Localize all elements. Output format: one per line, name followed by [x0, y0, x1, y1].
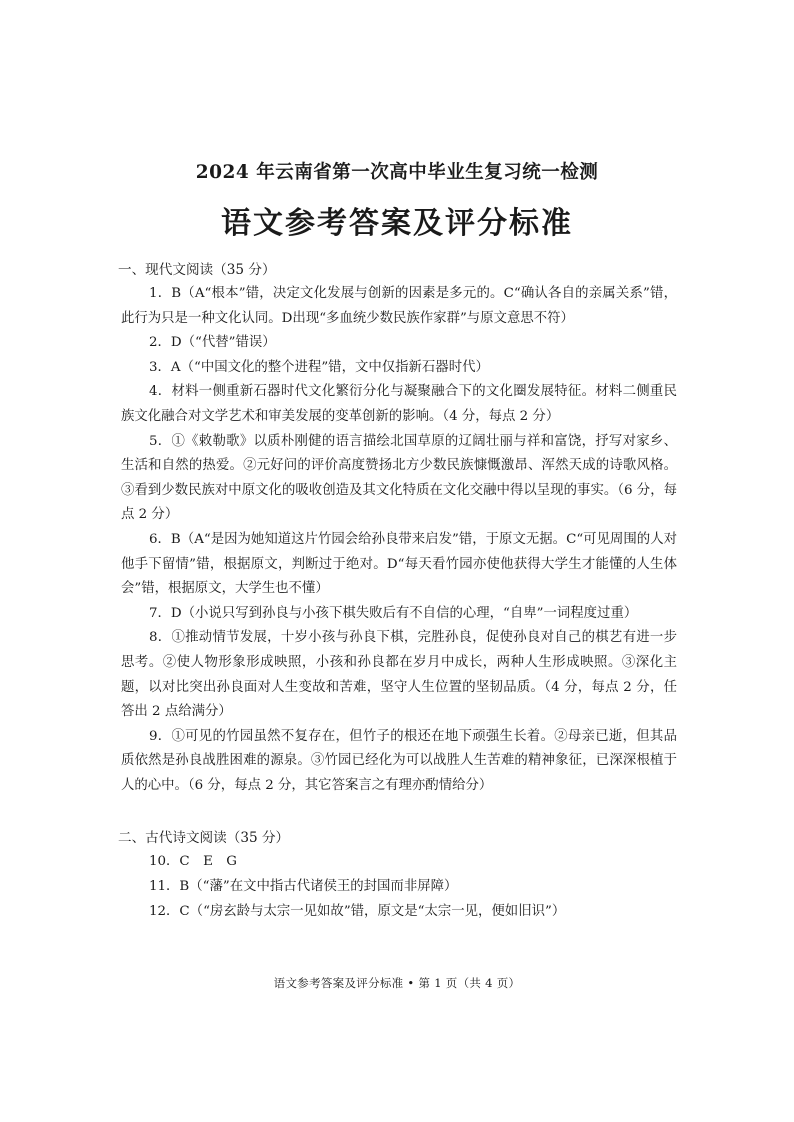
section-heading-modern-reading: 一、现代文阅读（35 分） [118, 262, 276, 278]
answer-item-4: 4．材料一侧重新石器时代文化繁衍分化与凝聚融合下的文化圈发展特征。材料二侧重民族文化融合对文学艺术和审美发展的变革创新的影响。（4 分，每点 2 分） [121, 384, 677, 424]
answer-item-11: 11．B（“藩”在文中指古代诸侯王的封国而非屏障） [149, 879, 458, 895]
answer-content [118, 258, 677, 924]
answer-item-3: 3．A（“中国文化的整个进程”错，文中仅指新石器时代） [149, 359, 489, 375]
answer-item-7: 7．D（小说只写到孙良与小孩下棋失败后有不自信的心理，“自卑”一词程度过重） [149, 605, 638, 621]
answer-item-8: 8．①推动情节发展，十岁小孩与孙良下棋，完胜孙良，促使孙良对自己的棋艺有进一步思考。②使人物形象形成映照，小孩和孙良都在岁月中成长，两种人生形成映照。③深化主题，以对比突出孙良面对人生变故和苦难，坚守人生位置的坚韧品质。（4 分，每点 2 分，任答出 2 点给满分） [121, 630, 677, 720]
page-footer: 语文参考答案及评分标准 • 第 1 页（共 4 页） [273, 976, 521, 990]
answer-item-5: 5．①《敕勒歌》以质朴刚健的语言描绘北国草原的辽阔壮丽与祥和富饶，抒写对家乡、生活和自然的热爱。②元好问的评价高度赞扬北方少数民族慷慨激昂、浑然天成的诗歌风格。③看到少数民族对中原文化的吸收创造及其文化特质在文化交融中得以呈现的事实。（6 分，每点 2 分） [121, 433, 677, 523]
section-heading-classical-reading: 二、古代诗文阅读（35 分） [118, 830, 290, 847]
exam-title: 2024 年云南省第一次高中毕业生复习统一检测 [195, 162, 599, 183]
section-gap [121, 798, 677, 826]
answer-item-10: 10．C E G [149, 854, 237, 870]
answer-item-12: 12．C（“房玄龄与太宗一见如故”错，原文是“太宗一见，便如旧识”） [149, 903, 566, 919]
answer-item-6: 6．B（A“是因为她知道这片竹园会给孙良带来启发”错，于原文无据。C“可见周围的人对他手下留情”错，根据原文，判断过于绝对。D“每天看竹园亦使他获得大学生才能懂的人生体会”错，根据原文，大学生也不懂） [121, 531, 677, 597]
document-title: 语文参考答案及评分标准 [221, 206, 573, 241]
answer-item-2: 2．D（“代替”错误） [149, 335, 276, 351]
answer-item-1: 1．B（A“根本”错，决定文化发展与创新的因素是多元的。C“确认各自的亲属关系”错，此行为只是一种文化认同。D出现“多血统少数民族作家群”与原文意思不符） [121, 286, 677, 326]
answer-item-9: 9．①可见的竹园虽然不复存在，但竹子的根还在地下顽强生长着。②母亲已逝，但其品质依然是孙良战胜困难的源泉。③竹园已经化为可以战胜人生苦难的精神象征，已深深根植于人的心中。（6 分，每点 2 分，其它答案言之有理亦酌情给分） [121, 728, 677, 793]
